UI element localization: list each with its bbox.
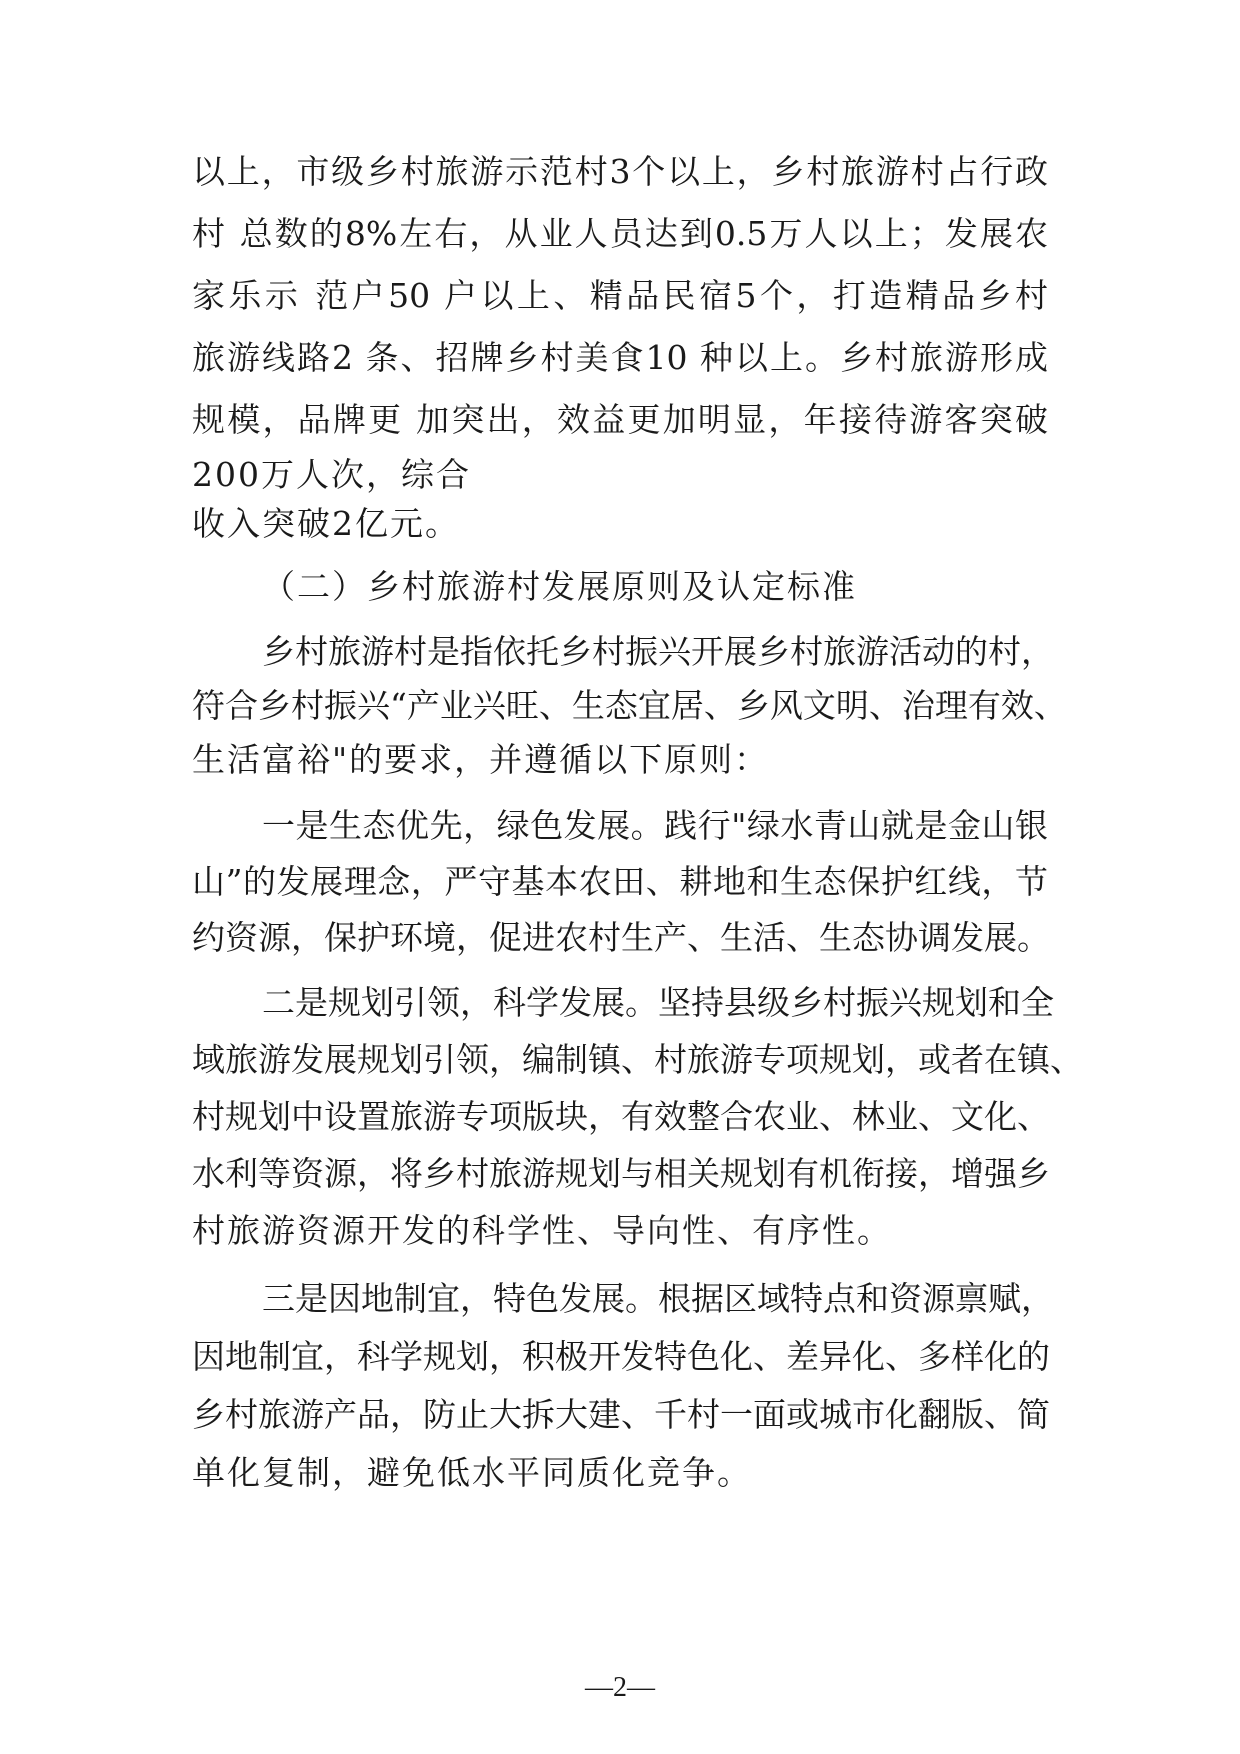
paragraph-2-line-3: 约资源，保护环境，促进农村生产、生活、生态协调发展。: [192, 918, 1050, 957]
body-line-2: 村 总数的8%左右，从业人员达到0.5万人以上；发展农: [192, 214, 1048, 253]
page-number: —2—: [585, 1672, 655, 1703]
paragraph-4-line-4: 单化复制，避免低水平同质化竞争。: [192, 1453, 752, 1492]
body-line-1: 以上，市级乡村旅游示范村3个以上，乡村旅游村占行政: [192, 152, 1048, 191]
body-line-7: 收入突破2亿元。: [192, 504, 460, 543]
paragraph-1-line-3: 生活富裕"的要求，并遵循以下原则：: [192, 740, 770, 779]
section-heading: （二）乡村旅游村发展原则及认定标准: [262, 567, 857, 606]
paragraph-3-line-3: 村规划中设置旅游专项版块，有效整合农业、林业、文化、: [192, 1097, 1050, 1136]
body-line-4: 旅游线路2 条、招牌乡村美食10 种以上。乡村旅游形成: [192, 338, 1048, 377]
paragraph-3-line-2: 域旅游发展规划引领，编制镇、村旅游专项规划，或者在镇、: [192, 1040, 1083, 1079]
body-line-3: 家乐示 范户50 户以上、精品民宿5个，打造精品乡村: [192, 276, 1048, 315]
paragraph-4-line-1: 三是因地制宜，特色发展。根据区域特点和资源禀赋，: [262, 1279, 1054, 1318]
paragraph-1-line-2: 符合乡村振兴“产业兴旺、生态宜居、乡风文明、治理有效、: [192, 686, 1067, 725]
paragraph-3-line-1: 二是规划引领，科学发展。坚持县级乡村振兴规划和全: [262, 983, 1054, 1022]
paragraph-3-line-5: 村旅游资源开发的科学性、导向性、有序性。: [192, 1211, 892, 1250]
body-line-5: 规模，品牌更 加突出，效益更加明显，年接待游客突破: [192, 400, 1048, 439]
paragraph-1-line-1: 乡村旅游村是指依托乡村振兴开展乡村旅游活动的村，: [262, 632, 1054, 671]
paragraph-2-line-2: 山”的发展理念，严守基本农田、耕地和生态保护红线，节: [192, 862, 1048, 901]
body-line-6: 200万人次，综合: [192, 455, 471, 494]
paragraph-2-line-1: 一是生态优先，绿色发展。践行"绿水青山就是金山银: [262, 806, 1048, 845]
paragraph-4-line-2: 因地制宜，科学规划，积极开发特色化、差异化、多样化的: [192, 1337, 1050, 1376]
paragraph-4-line-3: 乡村旅游产品，防止大拆大建、千村一面或城市化翻版、简: [192, 1395, 1050, 1434]
paragraph-3-line-4: 水利等资源，将乡村旅游规划与相关规划有机衔接，增强乡: [192, 1154, 1050, 1193]
